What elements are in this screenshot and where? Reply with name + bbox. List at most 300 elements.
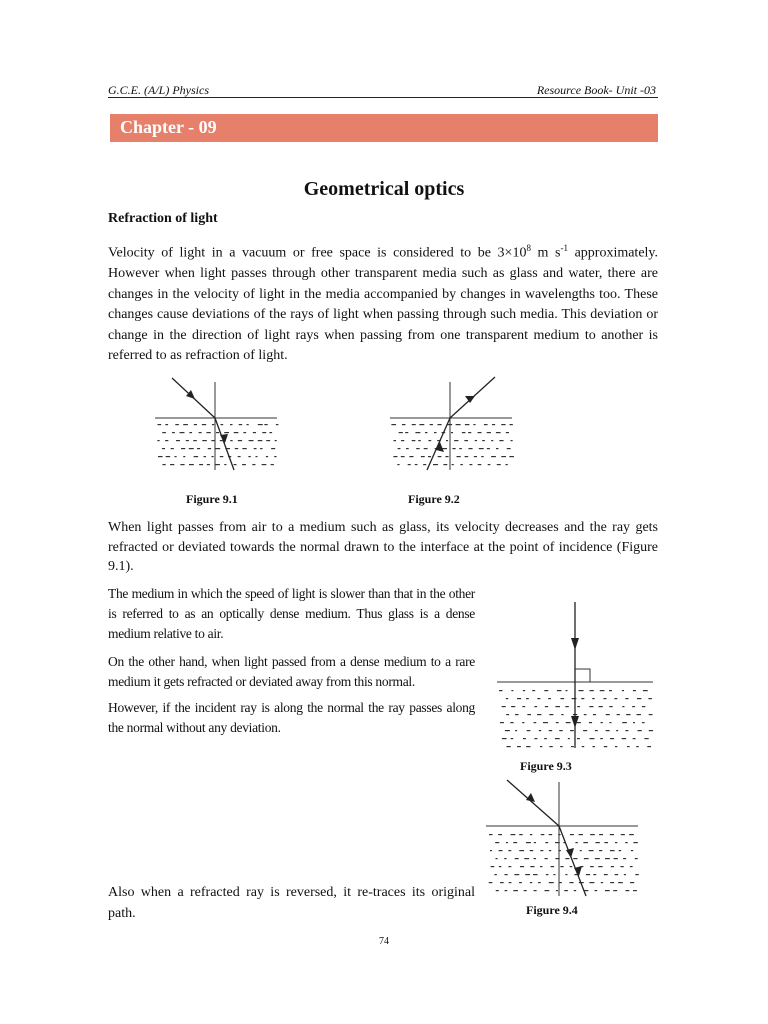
medium-dash — [527, 730, 531, 731]
medium-dash — [500, 722, 504, 723]
medium-dash — [456, 424, 461, 425]
medium-dash — [438, 456, 442, 457]
medium-dash — [574, 874, 577, 875]
medium-dash — [604, 746, 607, 747]
medium-dash — [571, 746, 574, 747]
medium-dash — [589, 850, 594, 851]
medium-dash — [491, 866, 495, 867]
medium-dash — [401, 440, 404, 441]
medium-dash — [211, 456, 213, 457]
medium-dash — [575, 842, 577, 843]
medium-dash — [629, 834, 634, 835]
medium-dash — [462, 432, 466, 433]
medium-dash — [633, 890, 637, 891]
medium-dash — [590, 690, 594, 691]
medium-dash — [500, 882, 504, 883]
medium-dash — [606, 730, 610, 731]
medium-dash — [391, 424, 396, 425]
medium-dash — [252, 464, 255, 465]
medium-dash — [611, 866, 614, 867]
medium-dash — [425, 432, 427, 433]
medium-dash — [166, 456, 170, 457]
medium-dash — [475, 440, 477, 441]
medium-dash — [627, 746, 630, 747]
medium-dash — [584, 890, 588, 891]
medium-dash — [604, 874, 608, 875]
medium-dash — [610, 834, 614, 835]
medium-dash — [621, 834, 625, 835]
medium-dash — [545, 890, 550, 891]
medium-dash — [561, 714, 563, 715]
medium-dash — [276, 424, 279, 425]
medium-dash — [506, 714, 509, 715]
intro-text-2: m s — [530, 245, 561, 261]
medium-dash — [584, 858, 589, 859]
medium-dash — [254, 448, 257, 449]
medium-dash — [399, 432, 403, 433]
medium-dash — [549, 882, 554, 883]
medium-dash — [538, 882, 541, 883]
medium-dash — [175, 456, 177, 457]
medium-dash — [170, 464, 174, 465]
medium-dash — [495, 858, 497, 859]
medium-dash — [546, 874, 549, 875]
medium-dash — [183, 424, 188, 425]
medium-dash — [549, 746, 552, 747]
medium-dash — [464, 440, 468, 441]
medium-dash — [202, 440, 207, 441]
medium-dash — [624, 874, 626, 875]
medium-dash — [515, 730, 517, 731]
medium-dash — [551, 866, 555, 867]
medium-dash — [165, 440, 168, 441]
medium-dash — [507, 448, 511, 449]
medium-dash — [565, 858, 569, 859]
air-glass-paragraph: When light passes from air to a medium such as glass, its velocity decreases and the ray gets refracted or deviated towards the normal drawn to the interface at the point of incidence (Figure 9.1). — [108, 520, 658, 574]
medium-dash — [568, 738, 570, 739]
medium-dash — [589, 706, 593, 707]
medium-dash — [584, 714, 587, 715]
medium-dash — [235, 448, 238, 449]
medium-dash — [604, 842, 608, 843]
medium-dash — [445, 456, 448, 457]
medium-dash — [434, 432, 437, 433]
medium-dash — [540, 746, 542, 747]
medium-dash — [606, 714, 610, 715]
medium-dash — [490, 850, 492, 851]
medium-dash — [505, 890, 508, 891]
medium-dash — [506, 842, 508, 843]
medium-dash — [633, 722, 635, 723]
medium-dash — [242, 464, 246, 465]
medium-dash — [592, 698, 594, 699]
medium-dash — [224, 464, 226, 465]
medium-dash — [402, 424, 405, 425]
medium-dash — [405, 432, 408, 433]
medium-dash — [393, 456, 397, 457]
medium-dash — [271, 448, 275, 449]
medium-dash — [524, 890, 527, 891]
medium-dash — [497, 464, 501, 465]
medium-dash — [642, 722, 645, 723]
medium-dash — [172, 432, 175, 433]
medium-dash — [595, 858, 600, 859]
medium-dash — [572, 698, 577, 699]
medium-dash — [189, 464, 194, 465]
medium-dash — [489, 882, 493, 883]
medium-dash — [511, 834, 516, 835]
medium-dash — [570, 730, 574, 731]
medium-dash — [165, 424, 168, 425]
medium-dash — [539, 730, 541, 731]
medium-dash — [522, 722, 524, 723]
medium-dash — [517, 746, 521, 747]
medium-dash — [519, 850, 524, 851]
medium-dash — [577, 722, 581, 723]
medium-dash — [595, 842, 599, 843]
medium-dash — [614, 698, 617, 699]
medium-dash — [530, 882, 532, 883]
medium-dash — [220, 440, 223, 441]
medium-dash — [605, 890, 610, 891]
medium-dash — [534, 722, 537, 723]
medium-dash — [530, 850, 534, 851]
medium-dash — [622, 690, 624, 691]
medium-dash — [264, 424, 267, 425]
medium-dash — [197, 448, 200, 449]
medium-dash — [642, 706, 645, 707]
medium-dash — [220, 456, 223, 457]
medium-dash — [446, 440, 448, 441]
medium-dash — [243, 432, 246, 433]
medium-dash — [523, 690, 525, 691]
medium-dash — [598, 866, 602, 867]
normal-incidence-paragraph: However, if the incident ray is along the normal the ray passes along the normal without any deviation. — [108, 700, 475, 735]
medium-dash — [442, 448, 447, 449]
medium-dash — [600, 738, 603, 739]
medium-dash — [498, 834, 502, 835]
medium-dash — [631, 850, 633, 851]
medium-dash — [468, 448, 472, 449]
medium-dash — [460, 464, 462, 465]
medium-dash — [540, 866, 542, 867]
medium-dash — [599, 706, 603, 707]
medium-dash — [437, 424, 441, 425]
medium-dash — [469, 464, 472, 465]
figure-9-2-caption: Figure 9.2 — [408, 492, 460, 506]
medium-dash — [526, 842, 531, 843]
medium-dash — [204, 456, 206, 457]
intro-text-3: approximately. However when light passes through other transparent media such as glass and water, there are changes in the velocity of light in the media accompanied by changes in wavelengths too. These changes cause deviations of the rays of light when passing through such media. This deviation or change in the direction of light rays when passing from one transparent medium to another is referred to as refraction of light. — [108, 245, 659, 364]
medium-dash — [271, 464, 274, 465]
medium-dash — [424, 448, 428, 449]
medium-dash — [415, 464, 418, 465]
medium-dash — [615, 746, 617, 747]
figure-9-1-caption: Figure 9.1 — [186, 492, 238, 506]
medium-dash — [509, 456, 514, 457]
medium-dash — [625, 730, 628, 731]
medium-dash — [412, 424, 416, 425]
medium-dash — [504, 858, 506, 859]
medium-dash — [415, 432, 420, 433]
medium-dash — [506, 698, 508, 699]
medium-dash — [527, 714, 531, 715]
medium-dash — [465, 456, 469, 457]
medium-dash — [549, 714, 553, 715]
medium-dash — [459, 448, 462, 449]
medium-dash — [557, 690, 562, 691]
medium-dash — [419, 424, 424, 425]
medium-dash — [511, 690, 513, 691]
medium-dash — [266, 456, 268, 457]
medium-dash — [559, 730, 562, 731]
rare-medium-paragraph: On the other hand, when light passed from a dense medium to a rare medium it gets refracted or deviated away from this normal. — [108, 654, 475, 689]
medium-dash — [590, 866, 594, 867]
medium-dash — [560, 866, 563, 867]
medium-dash — [633, 690, 636, 691]
medium-dash — [545, 858, 548, 859]
medium-dash — [556, 722, 559, 723]
medium-dash — [534, 706, 537, 707]
medium-dash — [523, 738, 526, 739]
medium-dash — [526, 698, 529, 699]
medium-dash — [625, 842, 627, 843]
medium-dash — [622, 706, 624, 707]
medium-dash — [248, 456, 250, 457]
medium-dash — [234, 464, 237, 465]
medium-dash — [401, 456, 405, 457]
medium-dash — [532, 690, 535, 691]
medium-dash — [555, 706, 560, 707]
medium-dash — [609, 690, 612, 691]
intro-sup-2: -1 — [560, 243, 568, 253]
glass-medium-4 — [489, 834, 639, 891]
medium-dash — [506, 432, 509, 433]
medium-dash — [601, 882, 603, 883]
medium-dash — [258, 440, 263, 441]
medium-dash — [582, 746, 584, 747]
medium-dash — [505, 730, 510, 731]
medium-dash — [649, 730, 653, 731]
medium-dash — [260, 448, 262, 449]
medium-dash — [492, 424, 495, 425]
medium-dash — [428, 456, 431, 457]
medium-dash — [494, 874, 497, 875]
medium-dash — [482, 440, 485, 441]
medium-dash — [238, 440, 242, 441]
medium-dash — [162, 432, 166, 433]
medium-dash — [473, 424, 475, 425]
medium-dash — [454, 440, 458, 441]
medium-dash — [614, 858, 618, 859]
medium-dash — [409, 456, 413, 457]
medium-dash — [181, 448, 185, 449]
medium-dash — [393, 440, 396, 441]
medium-dash — [206, 432, 210, 433]
medium-dash — [648, 698, 652, 699]
chapter-banner — [110, 114, 658, 142]
medium-dash — [212, 424, 214, 425]
medium-dash — [644, 738, 648, 739]
medium-dash — [397, 464, 399, 465]
medium-dash — [566, 690, 568, 691]
medium-dash — [504, 874, 507, 875]
medium-dash — [511, 440, 513, 441]
medium-dash — [193, 440, 196, 441]
medium-dash — [199, 432, 202, 433]
medium-dash — [258, 424, 263, 425]
intro-paragraph — [108, 238, 658, 367]
medium-dash — [175, 424, 179, 425]
medium-dash — [610, 738, 614, 739]
medium-dash — [548, 698, 551, 699]
medium-dash — [555, 738, 560, 739]
medium-dash — [635, 858, 638, 859]
medium-dash — [537, 698, 540, 699]
medium-dash — [637, 714, 641, 715]
medium-dash — [574, 890, 576, 891]
medium-dash — [496, 448, 498, 449]
medium-dash — [208, 448, 211, 449]
medium-dash — [509, 882, 512, 883]
header-rule — [108, 97, 658, 98]
medium-dash — [216, 432, 219, 433]
medium-dash — [511, 738, 514, 739]
medium-dash — [603, 698, 606, 699]
medium-dash — [215, 448, 220, 449]
medium-dash — [230, 424, 232, 425]
medium-dash — [590, 834, 595, 835]
medium-dash — [489, 834, 493, 835]
medium-dash — [519, 834, 523, 835]
medium-dash — [632, 706, 635, 707]
figure-9-4-diagram — [482, 778, 642, 898]
medium-dash — [162, 448, 165, 449]
medium-dash — [491, 440, 493, 441]
medium-dash — [274, 456, 276, 457]
medium-dash — [176, 440, 180, 441]
medium-dash — [456, 456, 460, 457]
medium-dash — [211, 440, 214, 441]
medium-dash — [496, 890, 499, 891]
dense-medium-paragraph: The medium in which the speed of light is slower than that in the other is referred to as an optically dense medium. Thus glass is a dense medium relative to air. — [108, 586, 475, 641]
medium-dash — [487, 448, 490, 449]
medium-dash — [570, 834, 574, 835]
medium-dash — [577, 738, 580, 739]
medium-dash — [224, 432, 229, 433]
figure-9-3-caption: Figure 9.3 — [520, 759, 572, 773]
glass-medium-1 — [157, 424, 278, 465]
medium-dash — [465, 424, 469, 425]
medium-dash — [247, 424, 249, 425]
medium-dash — [496, 432, 501, 433]
medium-dash — [593, 714, 596, 715]
medium-dash — [275, 440, 277, 441]
medium-dash — [566, 722, 571, 723]
medium-dash — [635, 874, 638, 875]
medium-dash — [491, 456, 496, 457]
medium-dash — [513, 890, 518, 891]
medium-dash — [595, 890, 598, 891]
header-right: Resource Book- Unit -03 — [536, 83, 656, 97]
medium-dash — [534, 738, 537, 739]
medium-dash — [605, 858, 610, 859]
medium-dash — [643, 690, 648, 691]
medium-dash — [630, 882, 634, 883]
medium-dash — [262, 432, 266, 433]
medium-dash — [418, 440, 420, 441]
medium-dash — [162, 464, 165, 465]
medium-dash — [592, 746, 595, 747]
medium-dash — [615, 874, 618, 875]
medium-dash — [618, 882, 623, 883]
medium-dash — [502, 706, 506, 707]
medium-dash — [220, 424, 223, 425]
medium-dash — [544, 690, 548, 691]
medium-dash — [511, 706, 515, 707]
medium-dash — [189, 432, 192, 433]
medium-dash — [202, 424, 206, 425]
medium-dash — [513, 842, 517, 843]
intro-text-1: Velocity of light in a vacuum or free space is considered to be 3×10 — [108, 245, 527, 261]
medium-dash — [633, 842, 637, 843]
medium-dash — [478, 464, 482, 465]
medium-dash — [515, 858, 519, 859]
medium-dash — [556, 890, 558, 891]
medium-dash — [499, 690, 502, 691]
intro-sup-1: 8 — [526, 243, 531, 253]
medium-dash — [626, 714, 630, 715]
page-number: 74 — [379, 936, 389, 947]
medium-dash — [579, 690, 584, 691]
medium-dash — [647, 746, 651, 747]
medium-dash — [637, 698, 641, 699]
medium-dash — [452, 448, 455, 449]
medium-dash — [508, 866, 511, 867]
medium-dash — [157, 424, 161, 425]
medium-dash — [428, 440, 431, 441]
medium-dash — [533, 874, 537, 875]
medium-dash — [443, 464, 447, 465]
medium-dash — [242, 448, 246, 449]
medium-dash — [589, 722, 592, 723]
medium-dash — [452, 464, 454, 465]
medium-dash — [266, 440, 270, 441]
medium-dash — [609, 722, 611, 723]
medium-dash — [180, 464, 184, 465]
figure-9-4-caption: Figure 9.4 — [526, 903, 578, 917]
medium-dash — [553, 874, 555, 875]
medium-dash — [412, 440, 416, 441]
medium-dash — [636, 746, 638, 747]
medium-dash — [565, 706, 568, 707]
medium-dash — [549, 834, 552, 835]
medium-dash — [601, 722, 603, 723]
medium-dash — [622, 722, 627, 723]
figure-9-2-diagram — [385, 374, 515, 474]
medium-dash — [583, 842, 588, 843]
medium-dash — [474, 456, 477, 457]
medium-dash — [451, 432, 453, 433]
medium-dash — [262, 464, 267, 465]
reverse-path-paragraph: Also when a refracted ray is reversed, it re-traces its original path. — [108, 885, 475, 921]
medium-dash — [534, 890, 537, 891]
header-left: G.C.E. (A/L) Physics — [108, 83, 209, 97]
medium-dash — [610, 882, 614, 883]
medium-dash — [534, 858, 537, 859]
medium-dash — [526, 746, 530, 747]
medium-dash — [580, 850, 582, 851]
